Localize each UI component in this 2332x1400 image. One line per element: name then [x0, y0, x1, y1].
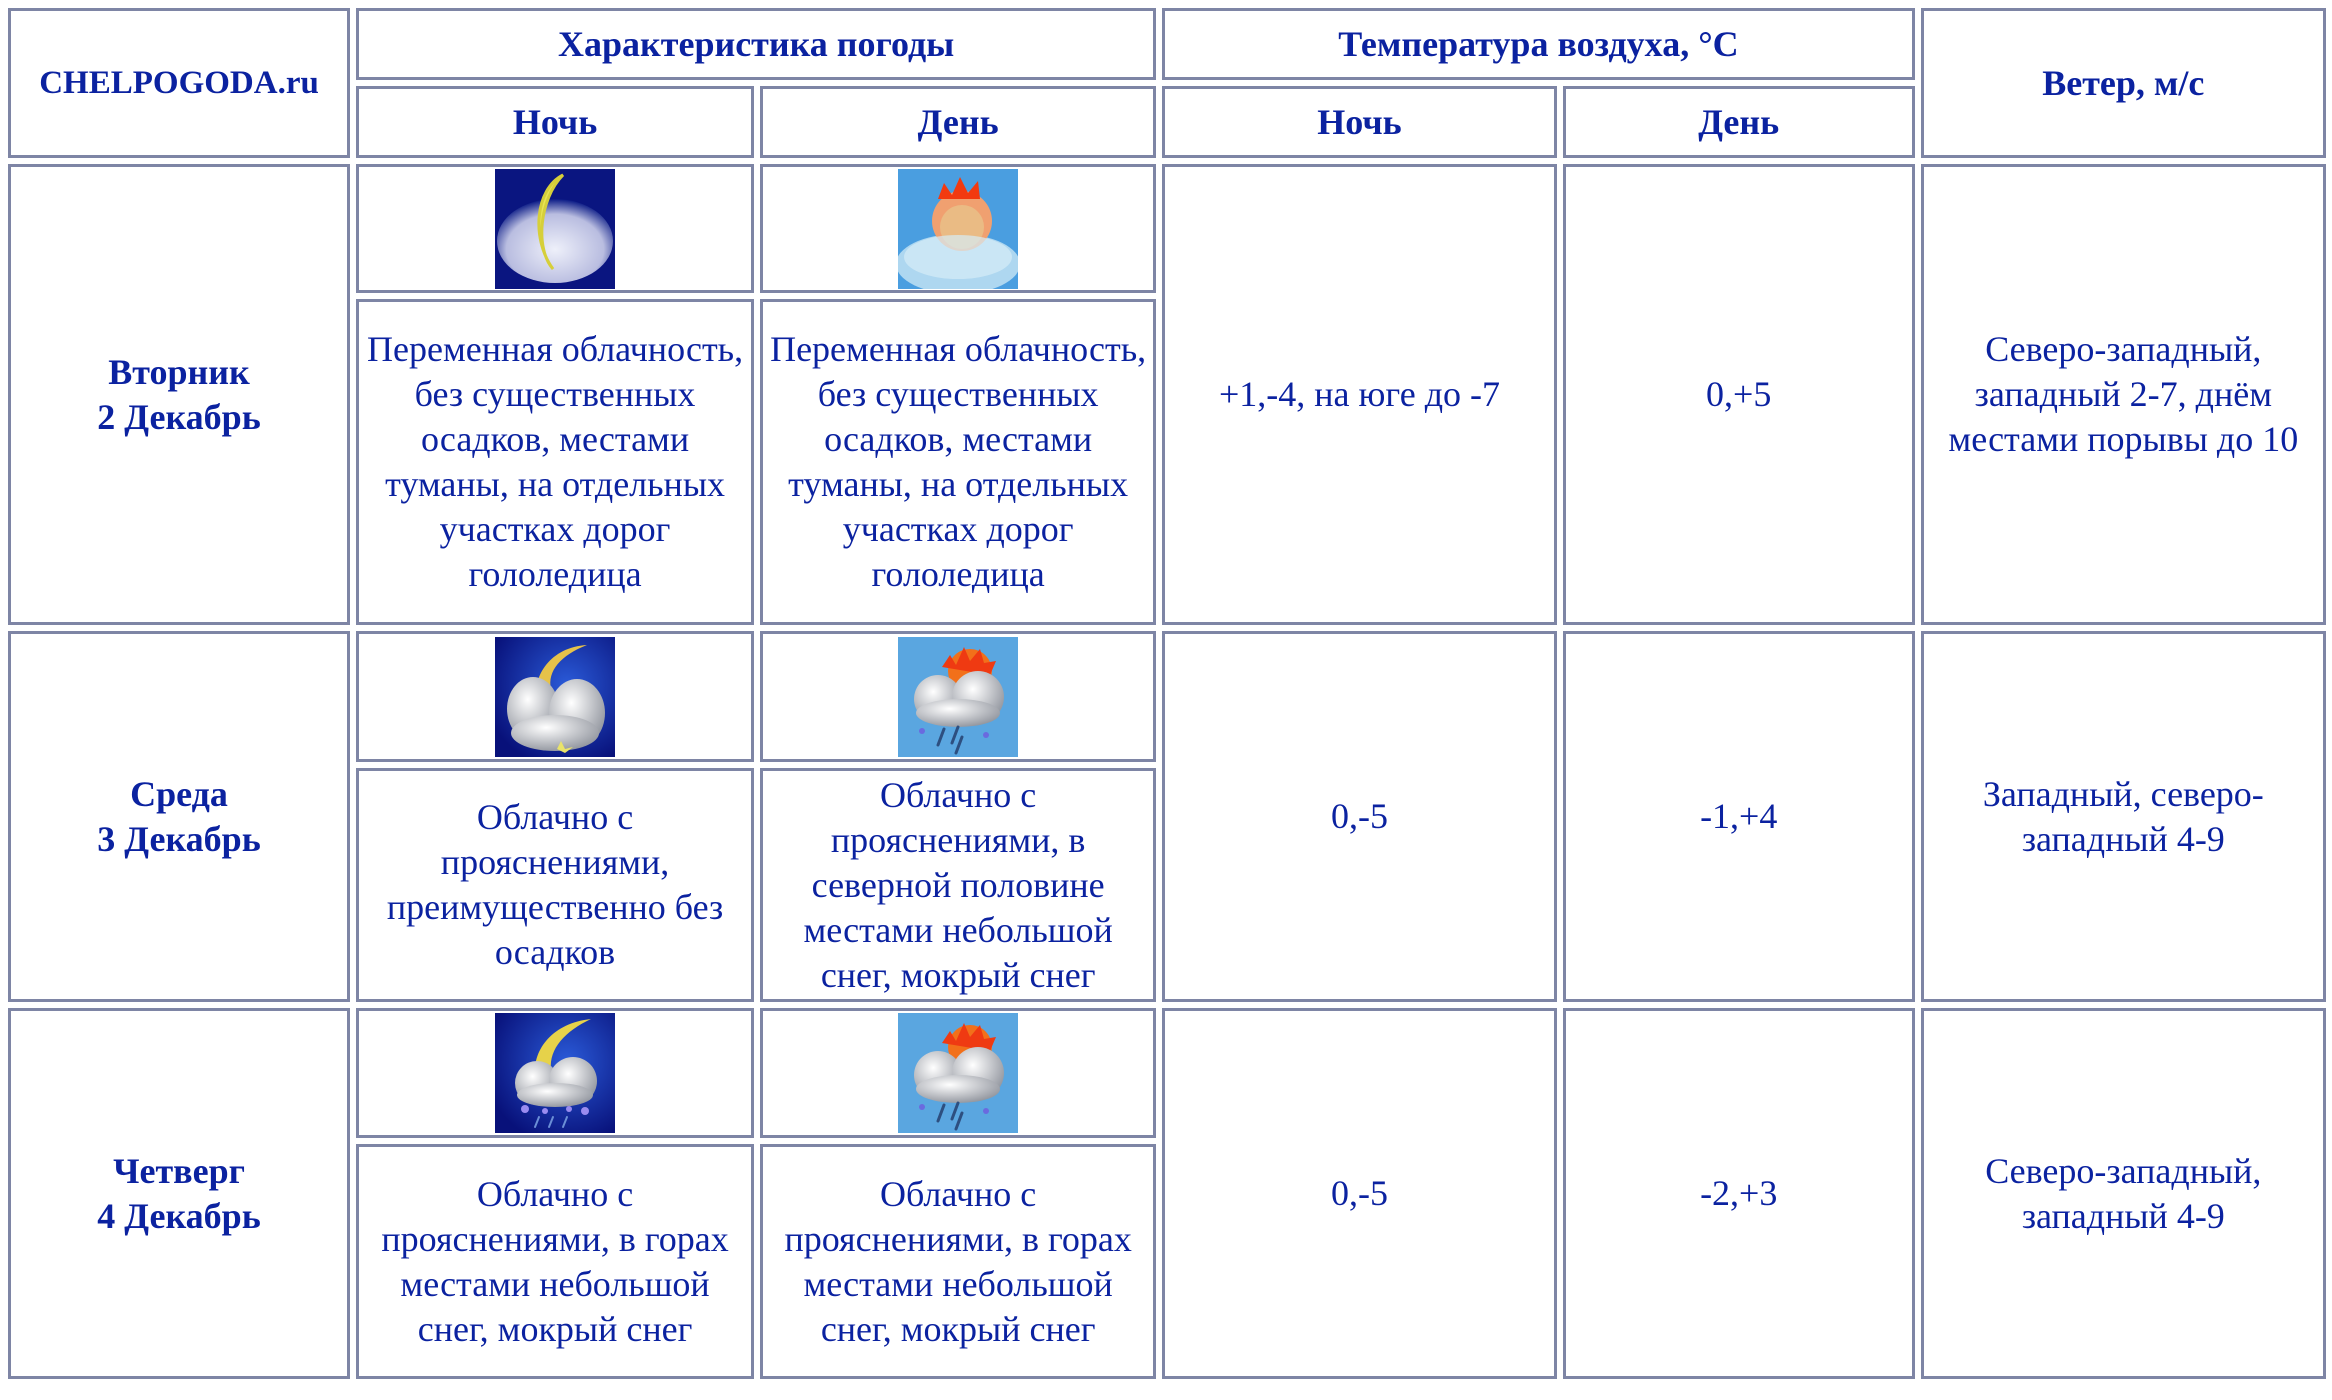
moon-clouds-icon	[495, 637, 615, 757]
day-description: Облачно с прояснениями, в северной половине местами небольшой снег, мокрый снег	[760, 768, 1156, 1002]
day-icon-cell	[760, 1008, 1156, 1138]
day-icon-cell	[760, 164, 1156, 293]
night-description: Облачно с прояснениями, в горах местами небольшой снег, мокрый снег	[356, 1144, 754, 1379]
site-brand: CHELPOGODA.ru	[8, 8, 350, 158]
wind-cell: Северо-западный, западный 4-9	[1921, 1008, 2326, 1379]
date-cell	[8, 631, 350, 1002]
temp-day-cell: 0,+5	[1563, 164, 1915, 625]
sun-clouds-sleet-icon	[898, 1013, 1018, 1133]
moon-clouds-sleet-icon	[495, 1013, 615, 1133]
date: 4 Декабрь	[97, 1195, 261, 1236]
weather-night-header: Ночь	[356, 86, 754, 158]
sun-clouds-sleet-icon	[898, 637, 1018, 757]
night-description: Облачно с прояснениями, преимущественно без осадков	[356, 768, 754, 1002]
sun-clouds-fog-icon	[898, 169, 1018, 289]
forecast-row-3	[8, 1008, 2326, 1138]
date: 2 Декабрь	[97, 396, 261, 437]
night-description: Переменная облачность, без существенных осадков, местами туманы, на отдельных участках дорог гололедица	[356, 299, 754, 625]
temp-day-cell: -2,+3	[1563, 1008, 1915, 1379]
wind-cell: Северо-западный, западный 2-7, днём местами порывы до 10	[1921, 164, 2326, 625]
temp-night-cell: 0,-5	[1162, 631, 1557, 1002]
weekday: Четверг	[113, 1150, 245, 1191]
day-description: Переменная облачность, без существенных осадков, местами туманы, на отдельных участках дорог гололедица	[760, 299, 1156, 625]
forecast-row-2	[8, 631, 2326, 762]
date-cell	[8, 1008, 350, 1379]
forecast-table	[2, 2, 2332, 1385]
wind-header: Ветер, м/с	[1921, 8, 2326, 158]
temp-night-cell: +1,-4, на юге до -7	[1162, 164, 1557, 625]
temp-night-header: Ночь	[1162, 86, 1557, 158]
moon-clouds-fog-icon	[495, 169, 615, 289]
night-icon-cell	[356, 631, 754, 762]
weekday: Вторник	[108, 351, 250, 392]
night-icon-cell	[356, 164, 754, 293]
wind-cell: Западный, северо-западный 4-9	[1921, 631, 2326, 1002]
day-icon-cell	[760, 631, 1156, 762]
temp-night-cell: 0,-5	[1162, 1008, 1557, 1379]
night-icon-cell	[356, 1008, 754, 1138]
temp-day-header: День	[1563, 86, 1915, 158]
weekday: Среда	[130, 773, 228, 814]
air-temperature-header: Температура воздуха, °C	[1162, 8, 1914, 80]
weather-day-header: День	[760, 86, 1156, 158]
date-cell	[8, 164, 350, 625]
date: 3 Декабрь	[97, 818, 261, 859]
weather-characteristics-header: Характеристика погоды	[356, 8, 1156, 80]
forecast-row-1	[8, 164, 2326, 293]
day-description: Облачно с прояснениями, в горах местами небольшой снег, мокрый снег	[760, 1144, 1156, 1379]
temp-day-cell: -1,+4	[1563, 631, 1915, 1002]
